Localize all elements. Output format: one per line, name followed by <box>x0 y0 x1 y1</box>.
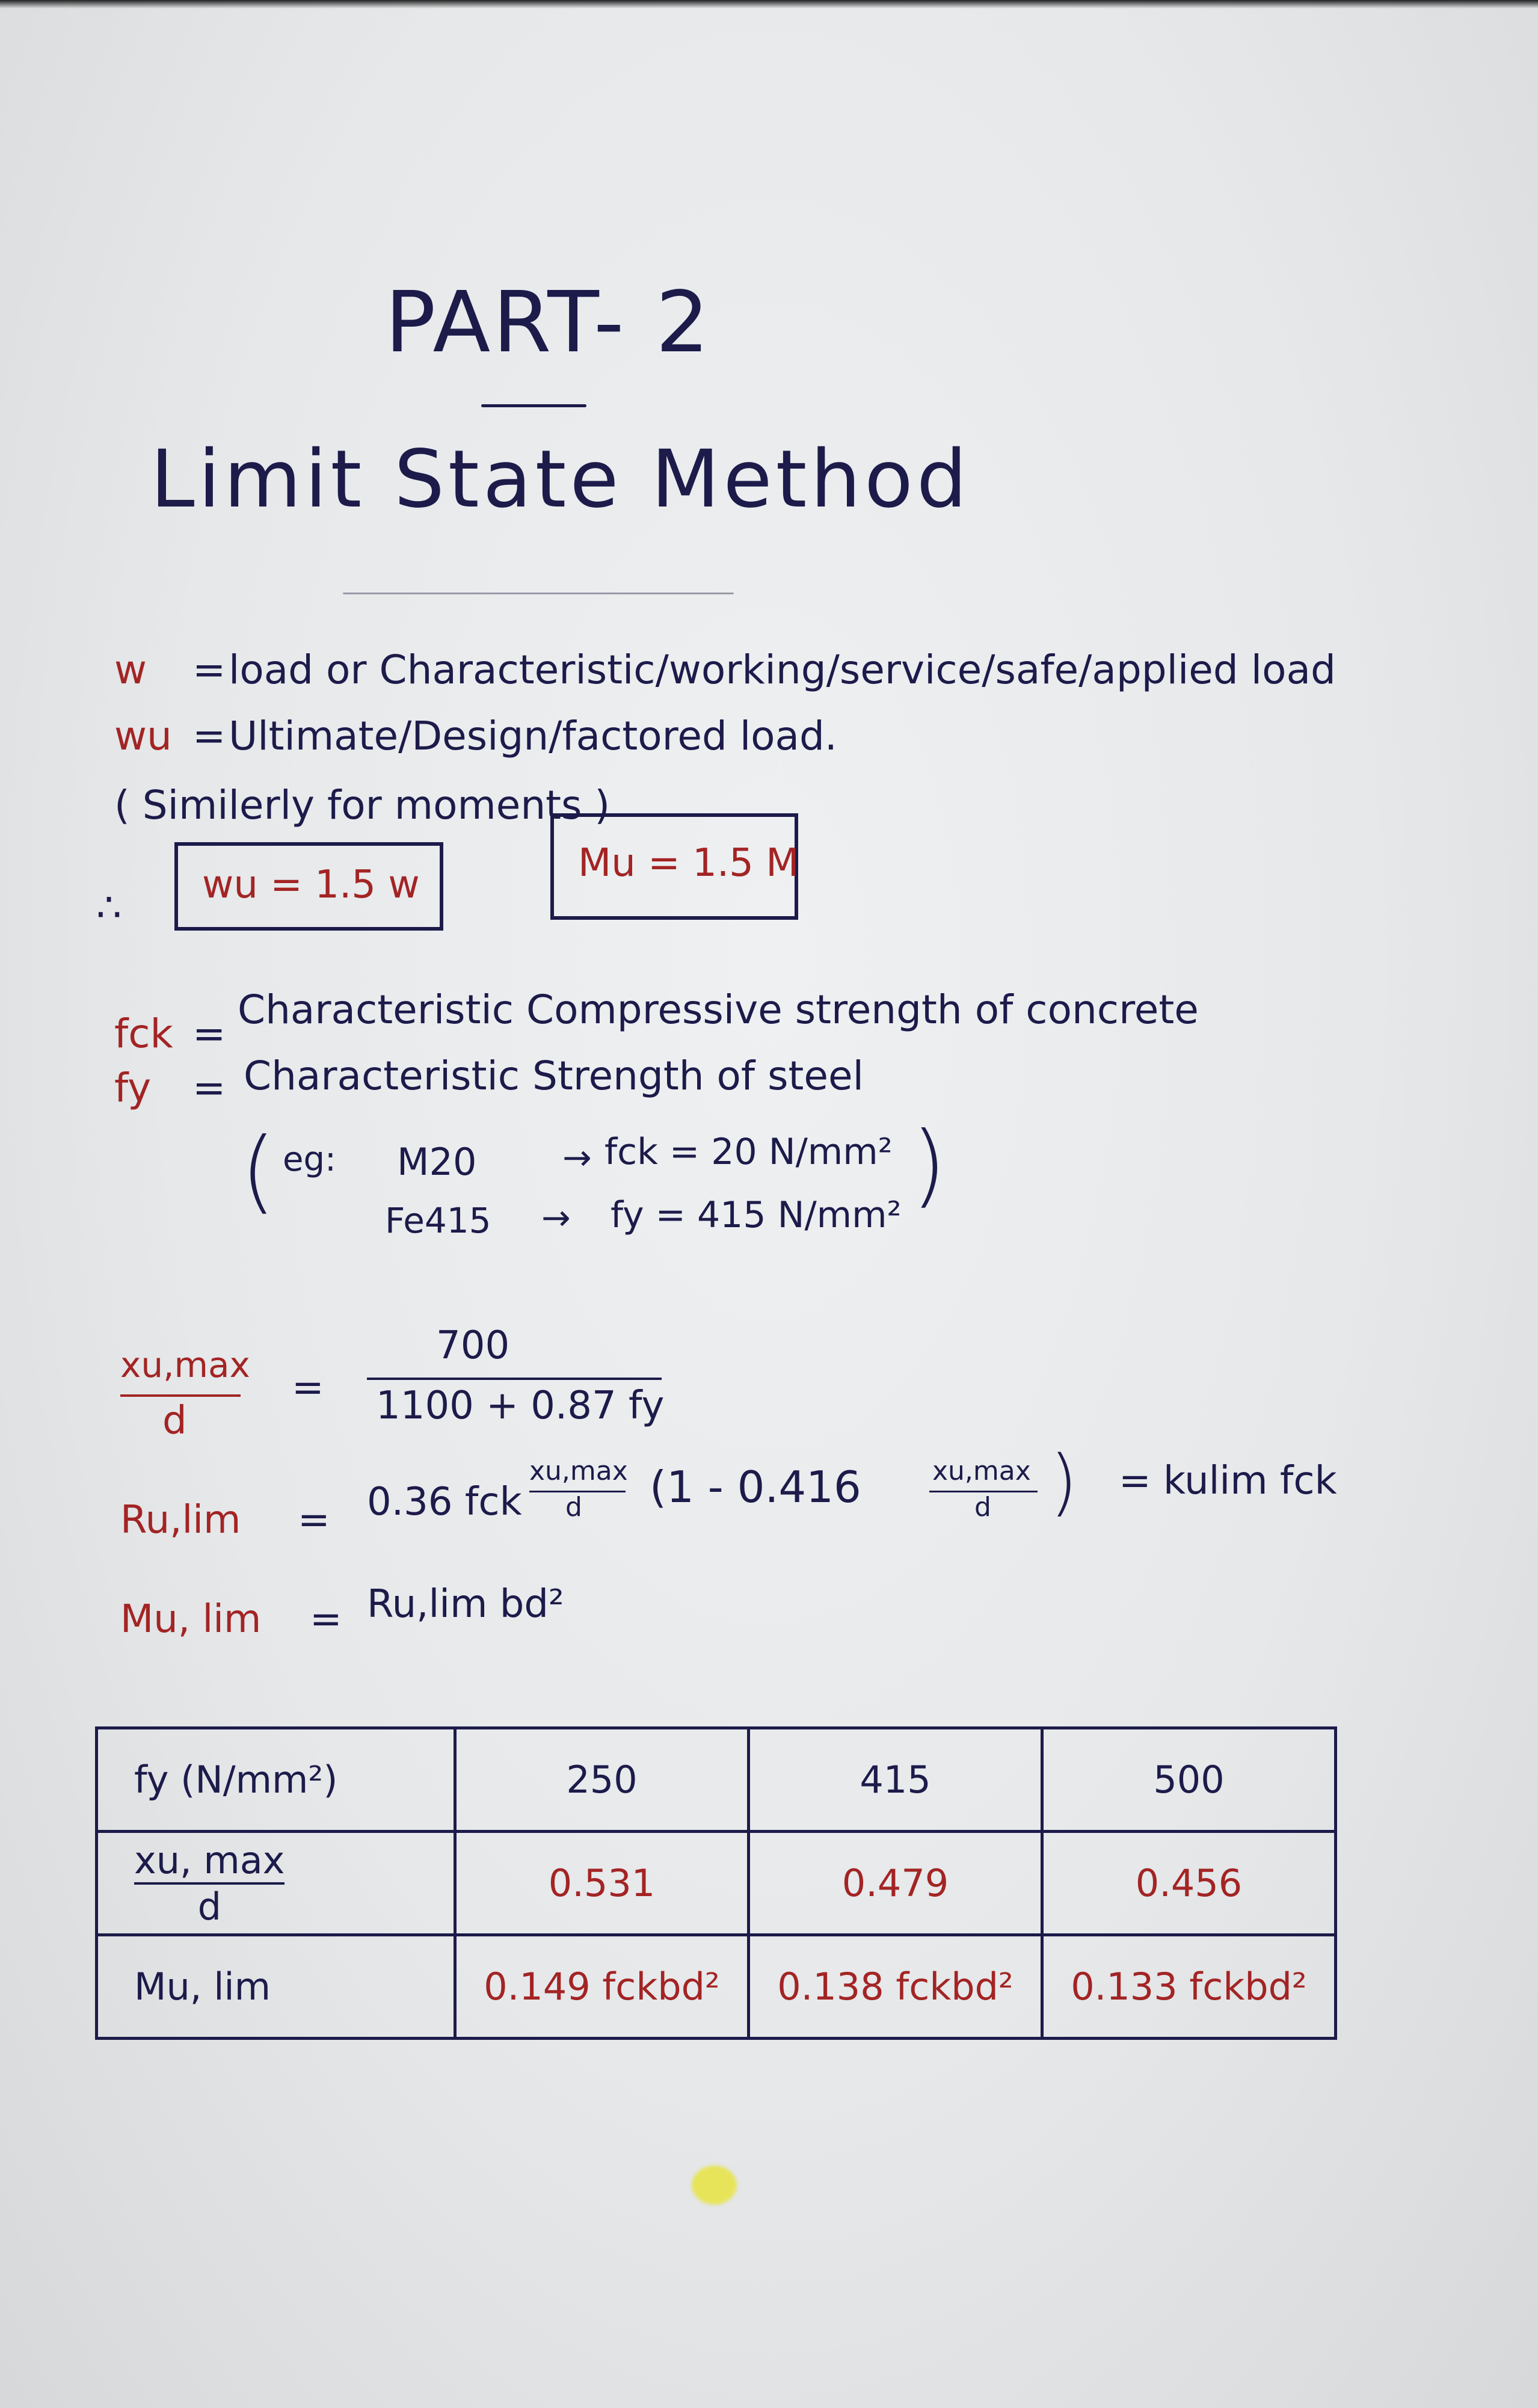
page-edge-shadow <box>0 0 1538 8</box>
def-fck-text: Characteristic Compressive strength of concrete <box>238 987 1199 1033</box>
xu-lhs-fraction-bar <box>120 1394 241 1397</box>
def-wu-text: Ultimate/Design/factored load. <box>229 713 837 759</box>
table-row <box>97 1832 1336 1935</box>
example-value-fy: fy = 415 N/mm² <box>611 1194 902 1236</box>
table-cell: 0.479 <box>749 1832 1042 1935</box>
mu-rhs: Ru,lim bd² <box>367 1582 564 1627</box>
example-grade-m20: M20 <box>397 1140 477 1184</box>
ru-rhs-b: (1 - 0.416 <box>650 1462 861 1512</box>
example-arrow-2: → <box>541 1197 571 1238</box>
example-grade-fe415: Fe415 <box>385 1200 491 1241</box>
table-label-xu-numerator: xu, max <box>134 1838 285 1882</box>
table-row-label-mu: Mu, lim <box>97 1935 455 2039</box>
xu-lhs-denominator: d <box>162 1399 187 1443</box>
def-fy-text: Characteristic Strength of steel <box>244 1053 864 1099</box>
example-value-fck: fck = 20 N/mm² <box>604 1131 893 1173</box>
table-cell: 0.149 fckbd² <box>455 1935 749 2039</box>
table-header-fy: fy (N/mm²) <box>97 1728 455 1832</box>
section-underline <box>343 593 734 594</box>
ru-eq: = <box>298 1498 330 1542</box>
def-wu-symbol: wu <box>114 713 172 759</box>
table-header-cell: 415 <box>749 1728 1042 1832</box>
table-cell: 0.456 <box>1042 1832 1336 1935</box>
table-cell: 0.531 <box>455 1832 749 1935</box>
moment-formula-box <box>550 813 798 920</box>
table-label-xu-denominator: d <box>134 1882 285 1929</box>
example-arrow-1: → <box>562 1137 592 1178</box>
part-title: PART- 2 <box>385 274 712 372</box>
section-title: Limit State Method <box>150 433 971 526</box>
table-header-row <box>97 1728 1336 1832</box>
table-cell: 0.138 fckbd² <box>749 1935 1042 2039</box>
load-formula-box <box>174 842 443 931</box>
def-fck-eq: = <box>192 1011 226 1057</box>
example-open-paren: ( <box>241 1119 276 1224</box>
table-cell: 0.133 fckbd² <box>1042 1935 1336 2039</box>
def-w-text: load or Characteristic/working/service/safe/applied load <box>229 647 1336 693</box>
load-formula: wu = 1.5 w <box>202 863 420 907</box>
table-row-label-xu <box>97 1832 455 1935</box>
table-header-cell: 250 <box>455 1728 749 1832</box>
xu-rhs-denominator: 1100 + 0.87 fy <box>376 1384 665 1428</box>
xu-rhs-numerator: 700 <box>436 1323 510 1368</box>
def-fy-symbol: fy <box>114 1065 152 1111</box>
mu-eq: = <box>310 1597 342 1642</box>
title-underline <box>481 404 586 407</box>
moments-note: ( Similerly for moments ) <box>114 782 611 828</box>
ru-rhs-a: 0.36 fck <box>367 1480 522 1524</box>
ru-close-paren: ) <box>1050 1441 1078 1524</box>
highlighter-mark <box>692 2166 737 2205</box>
ru-frac-numerator: xu,max <box>529 1456 628 1486</box>
limiting-values-table <box>95 1726 1337 2040</box>
xu-eq: = <box>292 1366 324 1410</box>
ru-inner-frac-numerator: xu,max <box>932 1456 1031 1486</box>
ru-inner-frac-denominator: d <box>974 1492 991 1523</box>
def-fck-symbol: fck <box>114 1011 173 1057</box>
example-close-paren: ) <box>911 1113 947 1218</box>
example-prefix: eg: <box>283 1140 336 1179</box>
xu-rhs-fraction-bar <box>367 1378 662 1380</box>
ru-frac-denominator: d <box>565 1492 582 1523</box>
ru-lhs: Ru,lim <box>120 1498 241 1542</box>
def-wu-eq: = <box>192 713 226 759</box>
xu-lhs-numerator: xu,max <box>120 1344 250 1385</box>
def-w-eq: = <box>192 647 226 693</box>
therefore-symbol: ∴ <box>96 884 122 931</box>
moment-formula: Mu = 1.5 M <box>578 841 799 885</box>
def-fy-eq: = <box>192 1065 226 1111</box>
table-row <box>97 1935 1336 2039</box>
table-header-cell: 500 <box>1042 1728 1336 1832</box>
mu-lhs: Mu, lim <box>120 1597 262 1642</box>
ru-result: = kulim fck <box>1119 1459 1337 1503</box>
def-w-symbol: w <box>114 647 147 693</box>
